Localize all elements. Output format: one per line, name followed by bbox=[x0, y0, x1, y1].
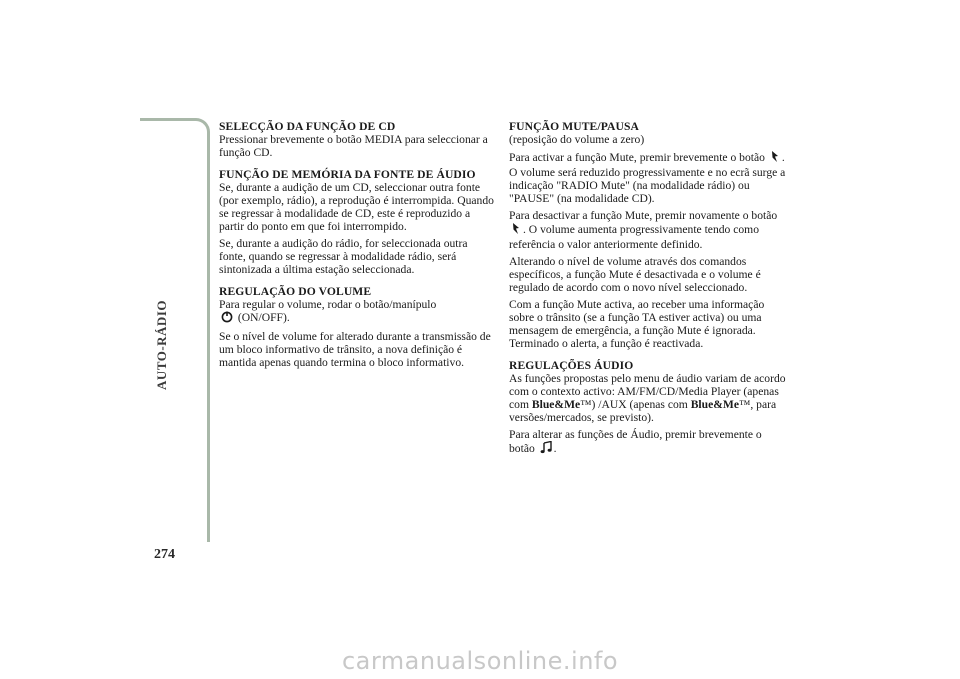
paragraph: Com a função Mute activa, ao receber uma informação sobre o trânsito (se a função TA estiver activa) ou uma mensagem de emergência, a função Mute é ignorada. Terminado o alerta, a função é reactivada. bbox=[509, 298, 765, 350]
music-note-icon bbox=[540, 441, 552, 457]
subheading: (reposição do volume a zero) bbox=[509, 133, 645, 146]
section-cd-selection bbox=[219, 120, 497, 159]
heading-cd-selection: SELECÇÃO DA FUNÇÃO DE CD bbox=[219, 120, 396, 133]
text: Para regular o volume, rodar o botão/manípulo bbox=[219, 298, 437, 311]
paragraph bbox=[219, 298, 497, 326]
heading-mute: FUNÇÃO MUTE/PAUSA bbox=[509, 120, 639, 133]
page-border-line bbox=[140, 118, 210, 542]
text: Para alterar as funções de Áudio, premir brevemente o botão bbox=[509, 428, 762, 455]
paragraph bbox=[509, 428, 789, 457]
text: . bbox=[553, 442, 557, 455]
heading-audio-settings: REGULAÇÕES ÁUDIO bbox=[509, 359, 634, 372]
paragraph: Se, durante a audição do rádio, for seleccionada outra fonte, quando se regressar à modalidade rádio, será sintonizada a última estação seleccionada. bbox=[219, 237, 468, 276]
left-column bbox=[219, 120, 497, 378]
section-volume bbox=[219, 285, 497, 369]
paragraph: Alterando o nível de volume através dos comandos específicos, a função Mute é desactivada e o volume é regulado de acordo com o novo nível seleccionado. bbox=[509, 255, 761, 294]
section-mute bbox=[509, 120, 789, 350]
paragraph: Pressionar brevemente o botão MEDIA para seleccionar a função CD. bbox=[219, 133, 488, 159]
power-knob-icon bbox=[221, 311, 233, 326]
mute-icon bbox=[511, 222, 521, 238]
text: ™) /AUX (apenas com bbox=[580, 398, 688, 411]
brand-name: Blue&Me bbox=[690, 398, 739, 411]
section-audio-settings bbox=[509, 359, 789, 457]
paragraph bbox=[509, 150, 789, 205]
page-number: 274 bbox=[154, 547, 175, 562]
heading-volume: REGULAÇÃO DO VOLUME bbox=[219, 285, 372, 298]
right-column bbox=[509, 120, 789, 466]
text: . O volume será reduzido progressivamente e no ecrã surge a indicação "RADIO Mute" (na modalidade rádio) ou "PAUSE" (na modalidade CD). bbox=[509, 151, 786, 205]
mute-icon bbox=[770, 150, 780, 166]
paragraph bbox=[509, 209, 789, 251]
text: Para activar a função Mute, premir brevemente o botão bbox=[509, 151, 765, 164]
watermark: carmanualsonline.info bbox=[341, 647, 619, 675]
text: (ON/OFF). bbox=[237, 311, 290, 324]
section-source-memory bbox=[219, 168, 497, 276]
paragraph: Se, durante a audição de um CD, seleccionar outra fonte (por exemplo, rádio), a reprodução é interrompida. Quando se regressar à modalidade de CD, este é reproduzido a partir do ponto em que foi interrompido. bbox=[219, 181, 494, 233]
paragraph bbox=[509, 372, 789, 424]
section-tab: AUTO-RÁDIO bbox=[154, 300, 169, 390]
brand-name: Blue&Me bbox=[531, 398, 581, 411]
heading-source-memory: FUNÇÃO DE MEMÓRIA DA FONTE DE ÁUDIO bbox=[219, 168, 476, 181]
text: As funções propostas pelo menu de áudio variam de acordo com o contexto activo: AM/FM/CD/Media Player (apenas com bbox=[509, 372, 786, 411]
text: . O volume aumenta progressivamente tendo como referência o valor anteriormente definido. bbox=[509, 223, 759, 251]
text: Para desactivar a função Mute, premir novamente o botão bbox=[509, 209, 778, 222]
paragraph: Se o nível de volume for alterado durante a transmissão de um bloco informativo de trânsito, a nova definição é mantida apenas quando termina o bloco informativo. bbox=[219, 330, 491, 369]
text: ™, para versões/mercados, se previsto). bbox=[509, 398, 777, 424]
